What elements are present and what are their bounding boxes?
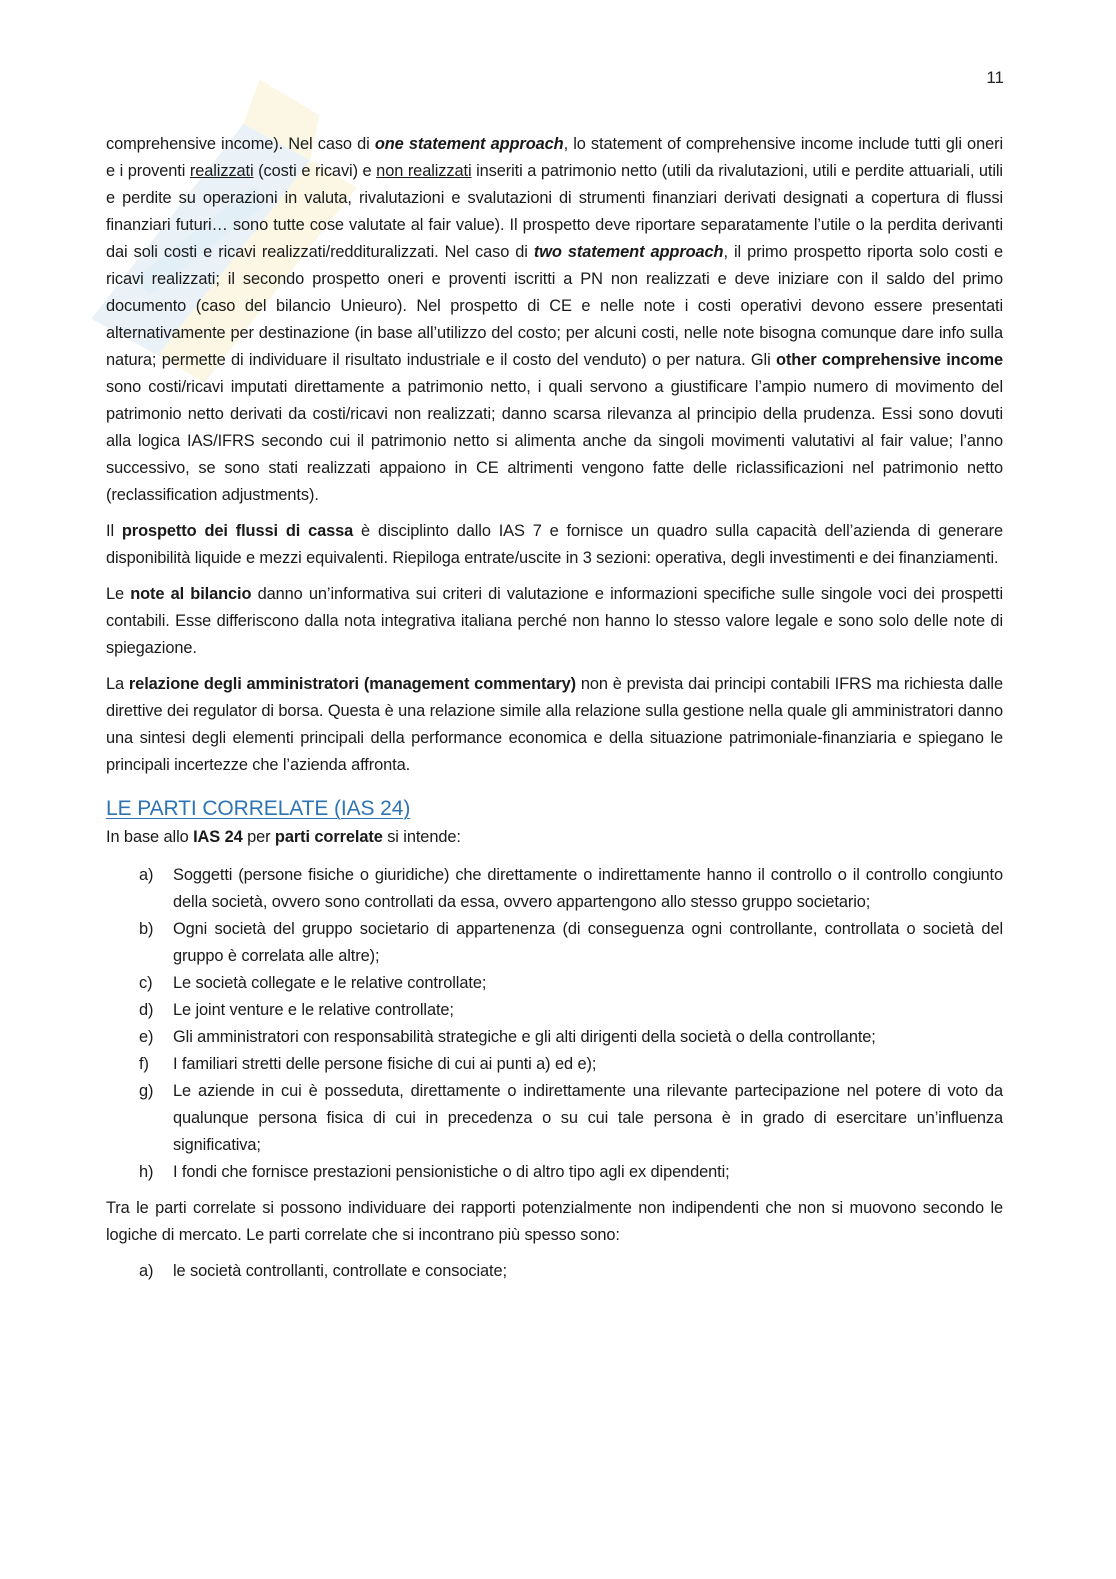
- common-related-parties-list: [106, 1258, 1003, 1285]
- text-run: comprehensive income). Nel caso di: [106, 135, 375, 153]
- list-item-text: I fondi che fornisce prestazioni pensionistiche o di altro tipo agli ex dipendenti;: [173, 1163, 730, 1181]
- list-item: [106, 997, 1003, 1024]
- list-item: [106, 916, 1003, 970]
- text-run-bold: IAS 24: [193, 828, 243, 846]
- related-parties-list: [106, 862, 1003, 1186]
- text-run-bold: other comprehensive income: [776, 351, 1004, 369]
- paragraph-management-report: [106, 671, 1003, 779]
- text-run-bold: relazione degli amministratori (management commentary): [128, 675, 577, 693]
- text-run: (costi e ricavi) e: [253, 162, 377, 180]
- text-run: inseriti a patrimonio netto (utili da rivalutazioni, utili e perdite attuariali, utili e perdite su operazioni in valuta, rivalutazioni e svalutazioni di strumenti finanziari derivati designati a copertura di flussi finanziari futuri… sono tutte cose valutate al fair value). Il prospetto deve riportare separatamente l’utile o la perdita derivanti dai soli costi e ricavi realizzati/reddituralizzati. Nel caso di: [106, 162, 1003, 261]
- text-run: Il: [106, 522, 122, 540]
- paragraph-comprehensive-income: [106, 131, 1003, 509]
- list-marker: g): [139, 1082, 154, 1100]
- list-marker: a): [139, 866, 154, 884]
- paragraph-notes: [106, 581, 1003, 662]
- list-item-text: le società controllanti, controllate e consociate;: [173, 1262, 507, 1280]
- list-item: [106, 862, 1003, 916]
- text-run: per: [242, 828, 275, 846]
- text-run: è disciplinto dallo IAS 7 e fornisce un quadro sulla capacità dell’azienda di generare disponibilità liquide e mezzi equivalenti. Riepiloga entrate/uscite in 3 sezioni: operativa, degli investimenti e dei finanziamenti.: [106, 522, 1004, 567]
- list-item-text: Le joint venture e le relative controllate;: [173, 1001, 454, 1019]
- list-item: [106, 970, 1003, 997]
- list-item: [106, 1051, 1003, 1078]
- list-item-text: Ogni società del gruppo societario di appartenenza (di conseguenza ogni controllante, controllata o società del gruppo è correlata alle altre);: [173, 920, 1003, 965]
- list-item: [106, 1024, 1003, 1051]
- list-item: [106, 1078, 1003, 1159]
- text-run: , lo statement of comprehensive income include tutti gli oneri e i proventi: [106, 135, 1003, 180]
- list-marker: d): [139, 1001, 154, 1019]
- list-item: [106, 1258, 1003, 1285]
- list-marker: f): [139, 1055, 149, 1073]
- text-run: non è prevista dai principi contabili IFRS ma richiesta dalle direttive dei regulator di borsa. Questa è una relazione simile alla relazione sulla gestione nella quale gli amministratori danno una sintesi degli elementi principali della performance economica e della situazione patrimoniale-finanziaria e spiegano le principali incertezze che l’azienda affronta.: [106, 675, 1003, 774]
- list-item-text: I familiari stretti delle persone fisiche di cui ai punti a) ed e);: [173, 1055, 597, 1073]
- text-run-bold-italic: one statement approach: [374, 135, 564, 153]
- text-run-bold: prospetto dei flussi di cassa: [121, 522, 354, 540]
- text-run-bold: parti correlate: [274, 828, 383, 846]
- text-run: La: [106, 675, 129, 693]
- text-run: danno un’informativa sui criteri di valutazione e informazioni specifiche sulle singole voci dei prospetti contabili. Esse differiscono dalla nota integrativa italiana perché non hanno lo stesso valore legale e sono solo delle note di spiegazione.: [106, 585, 1003, 657]
- text-run-underline: non realizzati: [376, 162, 472, 180]
- list-item-text: Gli amministratori con responsabilità strategiche e gli alti dirigenti della società o della controllante;: [173, 1028, 876, 1046]
- list-marker: e): [139, 1028, 154, 1046]
- list-marker: a): [139, 1262, 154, 1280]
- list-marker: b): [139, 920, 154, 938]
- list-item: [106, 1159, 1003, 1186]
- document-body: [106, 131, 1003, 1294]
- text-run-underline: realizzati: [189, 162, 254, 180]
- text-run: In base allo: [106, 828, 194, 846]
- text-run-bold: note al bilancio: [130, 585, 252, 603]
- section-heading: LE PARTI CORRELATE (IAS 24): [106, 797, 411, 820]
- list-marker: h): [139, 1163, 154, 1181]
- text-run: sono costi/ricavi imputati direttamente a patrimonio netto, i quali servono a giustificare l’ampio numero di movimento del patrimonio netto derivati da costi/ricavi non realizzati; danno scarsa rilevanza al principio della prudenza. Essi sono dovuti alla logica IAS/IFRS secondo cui il patrimonio netto si alimenta anche da singoli movimenti valutativi al fair value; l’anno successivo, se sono stati realizzati appaiono in CE altrimenti vengono fatte delle riclassificazioni nel patrimonio netto (reclassification adjustments).: [106, 378, 1003, 504]
- list-marker: c): [139, 974, 153, 992]
- paragraph-cash-flow: [106, 518, 1003, 572]
- text-run: si intende:: [382, 828, 461, 846]
- list-item-text: Le società collegate e le relative controllate;: [173, 974, 487, 992]
- text-run: , il primo prospetto riporta solo costi e ricavi realizzati; il secondo prospetto oneri e proventi iscritti a PN non realizzati e deve iniziare con il saldo del primo documento (caso del bilancio Unieuro). Nel prospetto di CE e nelle note i costi operativi devono essere presentati alternativamente per destinazione (in base all’utilizzo del costo; per alcuni costi, nelle note bisogna comunque dare info sulla natura; permette di individuare il risultato industriale e il costo del venduto) o per natura. Gli: [106, 243, 1003, 369]
- list-item-text: Soggetti (persone fisiche o giuridiche) che direttamente o indirettamente hanno il controllo o il controllo congiunto della società, ovvero sono controllati da essa, ovvero appartengono allo stesso gruppo societario;: [173, 866, 1003, 911]
- text-run: Le: [106, 585, 131, 603]
- list-item-text: Le aziende in cui è posseduta, direttamente o indirettamente una rilevante partecipazione nel potere di voto da qualunque persona fisica di cui in precedenza o su cui tale persona è in grado di esercitare un’influenza significativa;: [173, 1082, 1003, 1154]
- text-run-bold-italic: two statement approach: [533, 243, 724, 261]
- section-intro: [106, 824, 1003, 851]
- paragraph-related-parties-relations: Tra le parti correlate si possono individuare dei rapporti potenzialmente non indipendenti che non si muovono secondo le logiche di mercato. Le parti correlate che si incontrano più spesso sono:: [106, 1199, 1003, 1244]
- page-number: 11: [986, 68, 1004, 87]
